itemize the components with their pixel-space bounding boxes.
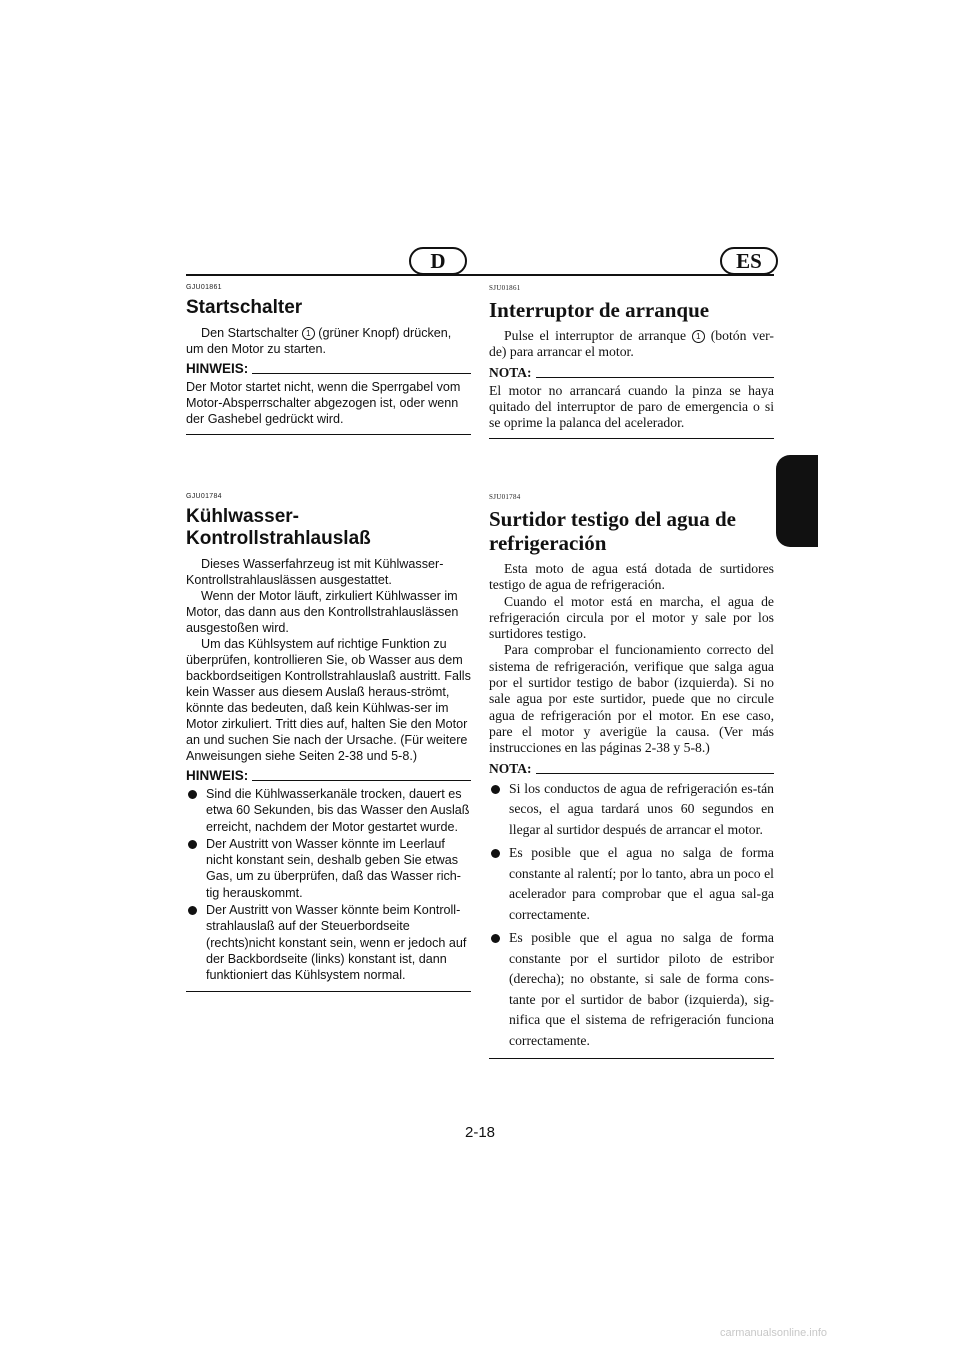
list-item: Es posible que el agua no salga de forma constante al ralentí; por lo tanto, abra un poco el acelerador para comprobar que el agua sal-ga correctamente. [489, 843, 774, 925]
section-code: SJU01784 [489, 493, 521, 501]
german-section-start-switch [186, 284, 471, 435]
paragraph: Wenn der Motor läuft, zirkuliert Kühlwasser im Motor, das dann aus den Kontrollstrahlauslässen ausgestoßen wird. [186, 589, 459, 635]
spanish-section-cooling-water [489, 493, 774, 1059]
paragraph: Dieses Wasserfahrzeug ist mit Kühlwasser-Kontrollstrahlauslässen ausgestattet. [186, 557, 444, 587]
language-tab-german: D [409, 247, 467, 275]
note-heading: HINWEIS: [186, 768, 471, 784]
spanish-section-start-switch [489, 284, 774, 439]
bullet-icon [188, 906, 197, 915]
paragraph: Esta moto de agua está dotada de surtidores testigo de agua de refrigeración. [489, 561, 774, 593]
note-text: Der Motor startet nicht, wenn die Sperrgabel vom Motor-Absperrschalter abgezogen ist, oder wenn der Gashebel gedrückt wird. [186, 380, 461, 426]
paragraph: Cuando el motor está en marcha, el agua de refrigeración circula por el motor y sale por los surtidores testigo. [489, 593, 774, 642]
note-text: El motor no arrancará cuando la pinza se haya quitado del interruptor de paro de emergencia o si se oprime la palanca del acelerador. [489, 382, 774, 431]
list-item: Der Austritt von Wasser könnte im Leerlauf nicht konstant sein, deshalb geben Sie etwas Gas, um zu überprüfen, daß das Wasser rich-tig herauskommt. [186, 836, 471, 901]
header-rule [186, 274, 774, 276]
bullet-icon [491, 934, 500, 943]
bullet-icon [491, 785, 500, 794]
section-title: Surtidor testigo del agua de refrigeración [489, 507, 736, 555]
note-bullet-list [489, 779, 774, 1052]
note-end-rule [489, 438, 774, 439]
watermark: carmanualsonline.info [720, 1327, 828, 1339]
section-body: Den Startschalter 1 (grüner Knopf) drücken, um den Motor zu starten. [186, 326, 452, 356]
callout-marker: 1 [302, 327, 315, 340]
section-code: GJU01784 [186, 493, 222, 500]
bullet-icon [188, 790, 197, 799]
note-heading: NOTA: [489, 761, 774, 777]
note-end-rule [186, 991, 471, 992]
page-number: 2-18 [464, 1124, 496, 1141]
callout-marker: 1 [692, 330, 705, 343]
list-item: Si los conductos de agua de refrigeración es-tán secos, el agua tardará unos 60 segundos en llegar al surtidor después de arrancar el motor. [489, 779, 774, 841]
note-heading: HINWEIS: [186, 361, 471, 377]
german-section-cooling-water [186, 493, 471, 992]
list-item: Es posible que el agua no salga de forma constante por el surtidor piloto de estribor (derecha); no obstante, si sale de forma cons-tante por el surtidor de babor (izquierda), sig-nifica que el sistema de refrigeración funciona correctamente. [489, 928, 774, 1051]
language-tab-spanish: ES [720, 247, 778, 275]
note-end-rule [489, 1058, 774, 1059]
bullet-icon [491, 849, 500, 858]
note-bullet-list [186, 786, 471, 984]
list-item: Sind die Kühlwasserkanäle trocken, dauert es etwa 60 Sekunden, bis das Wasser den Auslaß erreicht, nachdem der Motor gestartet wurde. [186, 786, 471, 835]
section-title: Kühlwasser-Kontrollstrahlauslaß [186, 506, 371, 549]
section-body: Pulse el interruptor de arranque 1 (botón ver-de) para arrancar el motor. [489, 328, 774, 360]
section-code: SJU01861 [489, 284, 521, 292]
bullet-icon [188, 840, 197, 849]
note-heading: NOTA: [489, 365, 774, 381]
section-title: Interruptor de arranque [489, 298, 710, 322]
paragraph: Para comprobar el funcionamiento correcto del sistema de refrigeración, verifique que salga agua por el surtidor testigo de babor (izquierda). Si no sale agua por este surtidor, puede que no circule agua de refrigeración por el motor. En ese caso, pare el motor y averigüe la causa. (Ver más instrucciones en las páginas 2-38 y 5-8.) [489, 642, 774, 756]
section-title: Startschalter [186, 297, 303, 318]
note-end-rule [186, 434, 471, 435]
list-item: Der Austritt von Wasser könnte beim Kontroll-strahlauslaß auf der Steuerbordseite (rechts)nicht konstant sein, wenn er jedoch auf der Backbordseite (links) konstant ist, dann funktioniert das Kühlsystem normal. [186, 902, 471, 983]
section-code: GJU01861 [186, 284, 222, 291]
paragraph: Um das Kühlsystem auf richtige Funktion zu überprüfen, kontrollieren Sie, ob Wasser aus dem backbordseitigen Kontrollstrahlauslaß austritt. Falls kein Wasser aus diesem Auslaß heraus-strömt, könnte das bedeuten, daß kein Kühlwas-ser im Motor zirkuliert. Tritt dies auf, halten Sie den Motor an und suchen Sie nach der Ursache. (Für weitere Anweisungen siehe Seiten 2-38 und 5-8.) [186, 637, 471, 763]
chapter-thumb-tab [776, 455, 818, 547]
